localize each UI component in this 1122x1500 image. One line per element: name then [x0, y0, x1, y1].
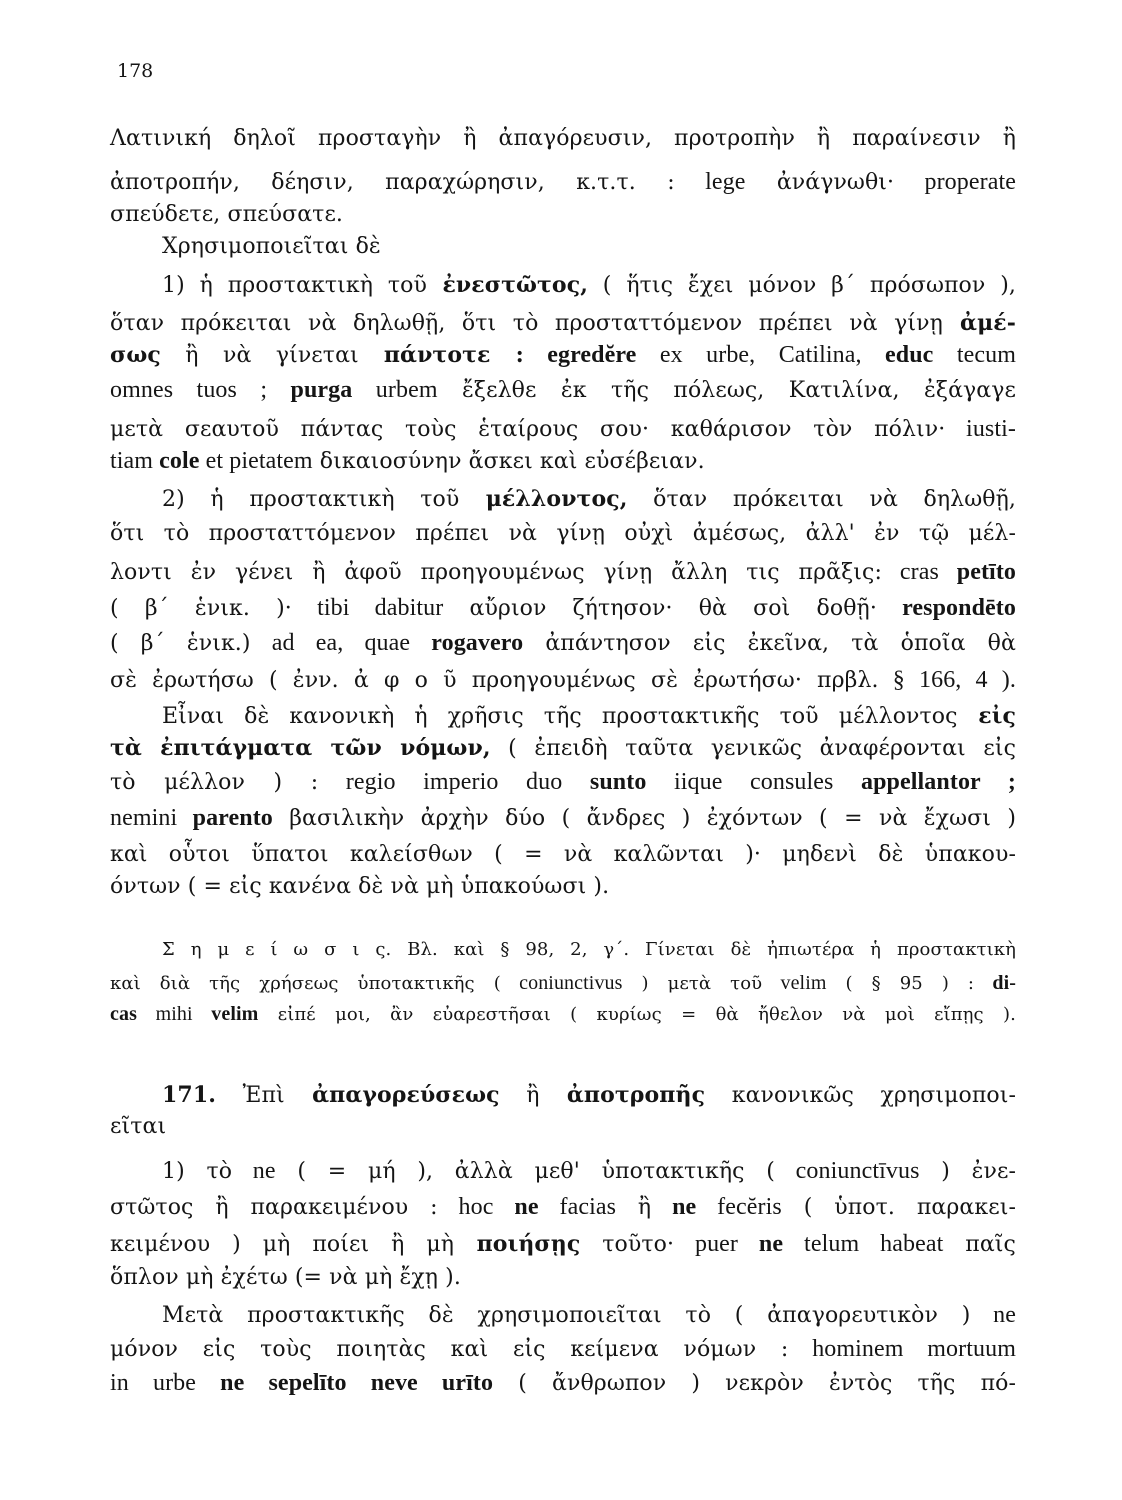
text-run: εῖται	[110, 1114, 167, 1139]
text-line	[110, 308, 1016, 339]
text-line	[162, 701, 1016, 732]
latin-run: cras	[881, 559, 939, 585]
text-run: ἀποτροπήν, δέησιν, παραχώρησιν, κ.τ.τ. :	[110, 170, 675, 195]
text-run: ἀνάγνωθι·	[745, 170, 895, 195]
text-run: Σ η μ ε ί ω σ ι ς. Βλ. καὶ § 98, 2, γ΄. Γίνεται δὲ ἠπιωτέρα ἡ προστακτικὴ	[162, 939, 1016, 960]
text-line	[110, 200, 1016, 230]
text-run: ὅτι τὸ προσταττόμενον πρέπει νὰ γίνῃ οὐχὶ ἀμέσως, ἀλλ' ἐν τῷ μέλ-	[110, 521, 1016, 546]
latin-run: regio imperio duo	[318, 769, 563, 795]
section-heading-line	[162, 1080, 1016, 1111]
latin-run: urbem	[352, 377, 438, 403]
text-run: εἰπέ μοι, ἂν εὐαρεστῆσαι ( κυρίως = θὰ ἤθελον νὰ μοὶ εἴπῃς ).	[258, 1004, 1016, 1025]
text-line	[110, 767, 1016, 798]
text-run: ἢ	[616, 1195, 652, 1220]
text-run: λοντι ἐν γένει ἢ ἀφοῦ προηγουμένως γίνῃ ἄλλη τις πρᾶξις:	[110, 560, 882, 585]
latin-run: lege	[674, 169, 746, 195]
bold-run: ἀποτροπῆς	[539, 1082, 706, 1108]
bold-run: τὰ ἐπιτάγματα τῶν νόμων,	[110, 735, 491, 761]
text-line	[162, 1300, 1016, 1331]
latin-run: rogavero	[410, 630, 524, 656]
latin-run: nemini	[110, 805, 178, 831]
latin-run: telum habeat	[783, 1231, 944, 1257]
text-line	[110, 1112, 1016, 1142]
text-line	[110, 557, 1016, 588]
text-line	[110, 1368, 1016, 1399]
text-run: ( β΄ ἑνικ.)	[110, 631, 251, 656]
text-run: ἢ	[499, 1083, 540, 1108]
latin-run: appellantor ;	[833, 769, 1016, 795]
latin-run: ad ea, quae	[250, 630, 411, 656]
text-line	[162, 232, 1016, 262]
latin-run: ne	[970, 1302, 1016, 1328]
latin-run: hominem mortuum	[788, 1336, 1016, 1362]
latin-run: in urbe	[110, 1370, 197, 1396]
text-run: Χρησιμοποιεῖται δὲ	[162, 234, 381, 259]
text-run: ὅταν πρόκειται νὰ δηλωθῇ, ὅτι τὸ προσταττόμενον πρέπει νὰ γίνῃ	[110, 311, 943, 336]
bold-run: μέλλοντος,	[459, 486, 628, 512]
bold-run: ποιήσῃς	[454, 1231, 581, 1257]
text-run: ἢ νὰ γίνεται	[160, 343, 359, 368]
text-run: 1) τὸ	[162, 1159, 233, 1184]
text-line	[110, 665, 1016, 696]
latin-run: petīto	[938, 559, 1017, 585]
latin-run: omnes tuos ;	[110, 377, 268, 403]
latin-run: egredĕre	[523, 342, 637, 368]
text-run: Μετὰ προστακτικῆς δὲ χρησιμοποιεῖται τὸ ( ἀπαγορευτικὸν )	[162, 1303, 971, 1328]
text-line	[110, 1263, 1016, 1293]
text-line	[110, 840, 1016, 870]
text-run: μόνον εἰς τοὺς ποιητὰς καὶ εἰς κείμενα νόμων :	[110, 1337, 789, 1362]
page-number: 178	[117, 60, 154, 82]
text-line	[110, 733, 1016, 764]
latin-run: ne	[232, 1158, 276, 1184]
bold-run: ἐνεστῶτος,	[426, 272, 588, 298]
text-line	[110, 1334, 1016, 1365]
text-line	[110, 1192, 1016, 1223]
text-run: όντων ( = εἰς κανένα δὲ νὰ μὴ ὑπακούωσι ).	[110, 874, 610, 899]
text-run: Λατινική δηλοῖ προσταγὴν ἢ ἀπαγόρευσιν, προτροπὴν ἢ παραίνεσιν ἢ	[110, 126, 1016, 151]
latin-run: tecum	[933, 342, 1016, 368]
latin-run: iusti-	[945, 416, 1016, 442]
latin-run: iique consules	[646, 769, 834, 795]
latin-run: tiam	[110, 448, 154, 474]
text-run: τὸ μέλλον ) :	[110, 770, 319, 795]
text-run: ) μετὰ τοῦ	[622, 973, 763, 994]
latin-run: cole	[153, 448, 200, 474]
latin-run: tibi dabitur	[291, 595, 444, 621]
text-run: κανονικῶς χρησιμοποι-	[705, 1083, 1017, 1108]
text-line	[110, 124, 1016, 154]
text-line	[110, 414, 1016, 445]
text-line	[162, 1156, 1016, 1187]
text-run: ( ἥτις ἔχει μόνον β΄ πρόσωπον ),	[587, 273, 1016, 298]
text-run: μετὰ σεαυτοῦ πάντας τοὺς ἑταίρους σου· καθάρισον τὸν πόλιν·	[110, 417, 946, 442]
latin-run: properate	[894, 169, 1017, 195]
text-run: ( β΄ ἑνικ. )·	[110, 596, 292, 621]
latin-run: hoc	[437, 1194, 494, 1220]
text-run: Εἶναι δὲ κανονικὴ ἡ χρῆσις τῆς προστακτικῆς τοῦ μέλλοντος	[162, 704, 958, 729]
bold-run: ἀπαγορεύσεως	[284, 1082, 500, 1108]
text-run: ὅπλον μὴ ἐχέτω (= νὰ μὴ ἔχῃ ).	[110, 1265, 461, 1290]
text-line	[162, 484, 1016, 515]
latin-run: educ	[861, 342, 934, 368]
note-line	[110, 1002, 1016, 1027]
latin-run: ne	[651, 1194, 697, 1220]
text-line	[110, 1229, 1016, 1260]
text-run: βασιλικὴν ἀρχὴν δύο ( ἄνδρες ) ἐχόντων ( = νὰ ἔχωσι )	[272, 806, 1016, 831]
text-line	[110, 167, 1016, 198]
text-run: ( § 95 ) :	[826, 973, 975, 994]
latin-run: puer	[674, 1231, 739, 1257]
latin-run: ne sepelīto neve urīto	[196, 1370, 494, 1396]
latin-run: di-	[974, 972, 1017, 994]
latin-run: cas	[110, 1003, 137, 1025]
text-run: καὶ διὰ τῆς χρήσεως ὑποτακτικῆς (	[110, 973, 501, 994]
text-line	[110, 446, 1016, 477]
note-line	[110, 971, 1016, 996]
text-run: τοῦτο·	[580, 1232, 675, 1257]
text-run: κειμένου ) μὴ ποίει ἢ μὴ	[110, 1232, 455, 1257]
latin-run: parento	[177, 805, 273, 831]
text-run: 1) ἡ προστακτικὴ τοῦ	[162, 273, 427, 298]
text-line	[110, 803, 1016, 834]
latin-run: § 166, 4 ).	[878, 667, 1016, 693]
text-run: στῶτος ἢ παρακειμένου :	[110, 1195, 438, 1220]
bold-run: εἰς	[957, 703, 1016, 729]
bold-run: ἀμέ-	[942, 310, 1016, 336]
text-line	[110, 593, 1016, 624]
text-run: ἔξελθε ἐκ τῆς πόλεως, Κατιλίνα, ἐξάγαγε	[437, 378, 1016, 403]
bold-run: πάντοτε :	[358, 342, 524, 368]
text-run: ἀπάντησον εἰς ἐκεῖνα, τὰ ὁποῖα θὰ	[523, 631, 1016, 656]
latin-run: et pietatem	[199, 448, 313, 474]
latin-run: coniunctivus	[500, 972, 623, 994]
latin-run: sunto	[562, 769, 647, 795]
latin-run: ne	[738, 1231, 784, 1257]
latin-run: purga	[267, 377, 353, 403]
latin-run: velim	[762, 972, 827, 994]
section-number: 171.	[162, 1082, 216, 1108]
text-line	[110, 872, 1016, 902]
latin-run: ex urbe, Catilina,	[636, 342, 862, 368]
note-line	[162, 938, 1016, 962]
text-run: σπεύδετε, σπεύσατε.	[110, 202, 344, 227]
latin-run: facias	[538, 1194, 617, 1220]
text-run: αὔριον ζήτησον· θὰ σοὶ δοθῇ·	[443, 596, 877, 621]
latin-run: respondēto	[876, 595, 1016, 621]
text-run: 2) ἡ προστακτικὴ τοῦ	[162, 487, 460, 512]
latin-run: fecĕris	[696, 1194, 782, 1220]
text-run: ὅταν πρόκειται νὰ δηλωθῇ,	[627, 487, 1016, 512]
text-run: καὶ οὗτοι ὕπατοι καλείσθων ( = νὰ καλῶνται )· μηδενὶ δὲ ὑπακου-	[110, 842, 1016, 867]
text-run: ( ἄνθρωπον ) νεκρὸν ἐντὸς τῆς πό-	[493, 1371, 1017, 1396]
text-line	[110, 340, 1016, 371]
text-run: ( ὑποτ. παρακει-	[781, 1195, 1016, 1220]
text-line	[110, 375, 1016, 406]
latin-run: mihi	[136, 1003, 193, 1025]
text-run: ) ἐνε-	[919, 1159, 1017, 1184]
text-run: δικαιοσύνην ἄσκει καὶ εὐσέβειαν.	[312, 449, 705, 474]
text-line	[110, 519, 1016, 549]
text-run: Ἐπὶ	[215, 1083, 285, 1108]
latin-run: coniunctīvus	[774, 1158, 920, 1184]
text-line	[162, 270, 1016, 301]
bold-run: σως	[110, 342, 161, 368]
text-run: παῖς	[943, 1232, 1016, 1257]
text-line	[110, 628, 1016, 659]
text-run: ( = μή ), ἀλλὰ μεθ' ὑποτακτικῆς (	[275, 1159, 775, 1184]
latin-run: ne	[493, 1194, 539, 1220]
text-run: σὲ ἐρωτήσω ( ἐνν. ἀ φ ο ῦ προηγουμένως σὲ ἐρωτήσω· πρβλ.	[110, 668, 879, 693]
latin-run: velim	[192, 1003, 259, 1025]
text-run: ( ἐπειδὴ ταῦτα γενικῶς ἀναφέρονται εἰς	[490, 736, 1016, 761]
